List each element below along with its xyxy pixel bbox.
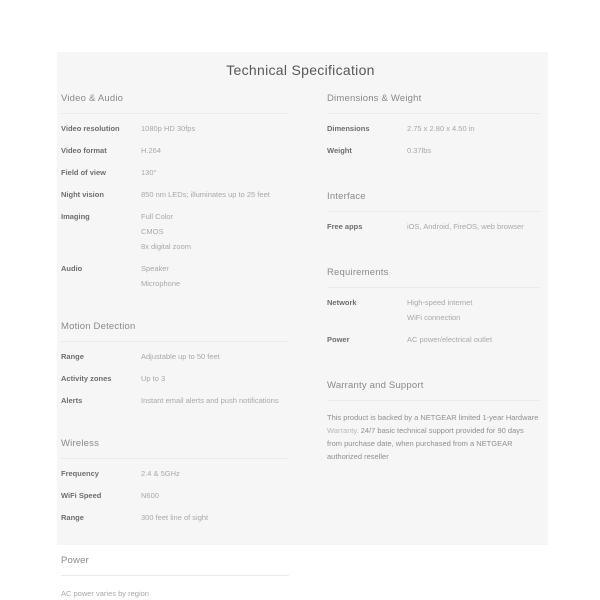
spec-values (141, 349, 220, 364)
spec-row (61, 466, 289, 481)
spec-label: Network (327, 298, 357, 307)
spec-card (57, 52, 548, 598)
spec-section (61, 438, 289, 525)
spec-label: Weight (327, 146, 352, 155)
spec-value: Microphone (141, 279, 181, 288)
spec-section (327, 267, 540, 347)
spec-row (61, 349, 289, 364)
spec-row (327, 332, 540, 347)
spec-row (61, 165, 289, 180)
column-right (327, 93, 540, 600)
spec-values (141, 510, 208, 525)
spec-label: Alerts (61, 396, 83, 405)
section-divider (61, 458, 289, 459)
section-divider (61, 575, 289, 576)
spec-values (141, 488, 159, 503)
section-rows (61, 466, 289, 525)
spec-row (61, 261, 289, 291)
spec-values (407, 295, 472, 325)
spec-label: Imaging (61, 212, 90, 221)
spec-label: WiFi Speed (61, 491, 102, 500)
column-left (61, 93, 289, 600)
spec-value: Full Color (141, 212, 174, 221)
section-heading: Wireless (61, 438, 100, 449)
section-rows (327, 121, 540, 158)
spec-values (141, 165, 157, 180)
spec-values (141, 371, 165, 386)
spec-label: Video format (61, 146, 107, 155)
spec-value: Speaker (141, 264, 169, 273)
warranty-paragraph (327, 411, 540, 463)
spec-section (61, 555, 289, 600)
spec-section (327, 191, 540, 234)
section-divider (61, 341, 289, 342)
section-note: AC power varies by region (61, 589, 149, 598)
spec-value: Adjustable up to 50 feet (141, 352, 220, 361)
spec-value: H.264 (141, 146, 162, 155)
section-divider (327, 287, 540, 288)
spec-section (61, 321, 289, 408)
spec-row (327, 121, 540, 136)
spec-label: Power (327, 335, 350, 344)
spec-label: Activity zones (61, 374, 112, 383)
warranty-text-main: This product is backed by a NETGEAR limited 1-year Hardware (327, 413, 539, 422)
spec-values (407, 219, 524, 234)
spec-section (327, 93, 540, 158)
spec-values (407, 121, 475, 136)
section-rows (327, 295, 540, 347)
spec-label: Audio (61, 264, 83, 273)
spec-section (61, 93, 289, 291)
spec-value: 1080p HD 30fps (141, 124, 196, 133)
section-divider (327, 113, 540, 114)
spec-row (61, 209, 289, 254)
spec-value: 8x digital zoom (141, 242, 192, 251)
section-heading: Motion Detection (61, 321, 136, 332)
spec-values (141, 466, 180, 481)
spec-label: Free apps (327, 222, 363, 231)
spec-value: N600 (141, 491, 159, 500)
spec-value: Instant email alerts and push notifications (141, 396, 279, 405)
spec-label: Dimensions (327, 124, 370, 133)
spec-values (141, 143, 161, 158)
page-title: Technical Specification (226, 62, 375, 78)
section-rows (61, 349, 289, 408)
spec-row (61, 510, 289, 525)
spec-value: CMOS (141, 227, 164, 236)
spec-value: iOS, Android, FireOS, web browser (407, 222, 524, 231)
spec-label: Night vision (61, 190, 104, 199)
spec-value: 2.4 & 5GHz (141, 469, 180, 478)
spec-row (61, 371, 289, 386)
section-heading: Power (61, 555, 89, 566)
warranty-link[interactable]: Warranty. (327, 426, 359, 435)
spec-value: AC power/electrical outlet (407, 335, 493, 344)
section-divider (327, 400, 540, 401)
spec-row (327, 219, 540, 234)
spec-value: High-speed internet (407, 298, 473, 307)
spec-columns (61, 93, 540, 600)
section-divider (327, 211, 540, 212)
spec-row (61, 488, 289, 503)
spec-value: 850 nm LEDs; illuminates up to 25 feet (141, 190, 270, 199)
spec-label: Range (61, 513, 84, 522)
section-rows (61, 121, 289, 291)
section-rows (327, 219, 540, 234)
spec-label: Range (61, 352, 84, 361)
section-heading: Requirements (327, 267, 389, 278)
spec-value: 2.75 x 2.80 x 4.50 in (407, 124, 475, 133)
spec-values (141, 209, 191, 254)
spec-value: 300 feet line of sight (141, 513, 209, 522)
spec-row (61, 187, 289, 202)
spec-value: 0.37lbs (407, 146, 432, 155)
spec-values (407, 143, 431, 158)
spec-row (61, 143, 289, 158)
spec-row (61, 121, 289, 136)
spec-row (327, 143, 540, 158)
spec-value: WiFi connection (407, 313, 461, 322)
spec-values (141, 393, 279, 408)
spec-label: Frequency (61, 469, 99, 478)
spec-row (327, 295, 540, 325)
spec-values (141, 261, 180, 291)
spec-values (141, 121, 195, 136)
spec-values (407, 332, 492, 347)
spec-value: Up to 3 (141, 374, 166, 383)
section-heading: Interface (327, 191, 366, 202)
spec-section (327, 380, 540, 463)
section-heading: Warranty and Support (327, 380, 424, 391)
spec-values (141, 187, 270, 202)
section-heading: Video & Audio (61, 93, 124, 104)
spec-value: 130° (141, 168, 157, 177)
spec-label: Video resolution (61, 124, 120, 133)
section-divider (61, 113, 289, 114)
spec-row (61, 393, 289, 408)
spec-label: Field of view (61, 168, 107, 177)
section-heading: Dimensions & Weight (327, 93, 422, 104)
warranty-text-rest: 24/7 basic technical support provided for 90 days from purchase date, when purchased from a NETGEAR authorized reseller (327, 426, 524, 461)
